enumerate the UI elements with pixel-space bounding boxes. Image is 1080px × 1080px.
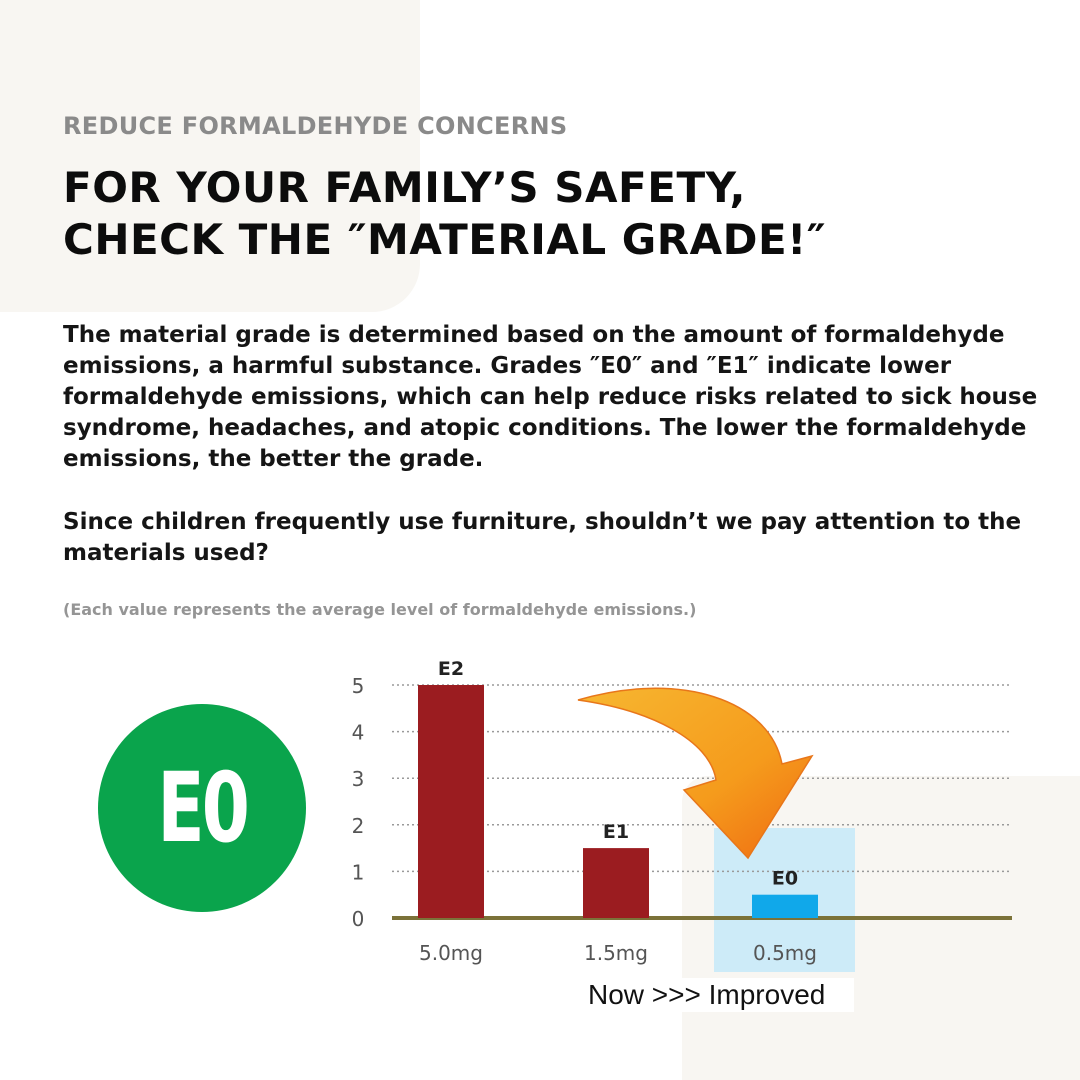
improvement-caption: Now >>> Improved bbox=[588, 978, 854, 1012]
headline-line-2: CHECK THE ″MATERIAL GRADE!″ bbox=[63, 215, 827, 264]
y-tick-label: 1 bbox=[351, 860, 365, 885]
eyebrow-heading: REDUCE FORMALDEHYDE CONCERNS bbox=[63, 112, 568, 140]
y-tick-label: 3 bbox=[351, 767, 365, 792]
question-paragraph: Since children frequently use furniture, shouldn’t we pay attention to the materials used? bbox=[63, 509, 1022, 566]
badge-label: E0 bbox=[157, 752, 247, 864]
y-tick-label: 5 bbox=[351, 674, 365, 698]
emissions-bar-chart bbox=[0, 640, 1080, 980]
y-tick-label: 0 bbox=[351, 907, 365, 931]
body-paragraph: The material grade is determined based on the amount of formaldehyde emissions, a harmful substance. Grades ″E0″ and ″E1″ indicate lower formaldehyde emissions, which can help reduce risks related to sick house syndrome, headaches, and atopic conditions. The lower the formaldehyde emissions, the better the grade. bbox=[63, 322, 1038, 472]
bar-e1 bbox=[583, 848, 649, 918]
category-label: E0 bbox=[771, 867, 799, 890]
y-tick-label: 2 bbox=[351, 813, 365, 838]
category-label: E1 bbox=[602, 821, 630, 844]
headline-line-1: FOR YOUR FAMILY’S SAFETY, bbox=[63, 163, 747, 212]
bar-e2 bbox=[418, 685, 484, 918]
value-label: 5.0mg bbox=[419, 941, 483, 965]
category-label: E2 bbox=[437, 658, 465, 680]
value-label: 1.5mg bbox=[584, 941, 648, 965]
value-label: 0.5mg bbox=[753, 941, 817, 965]
bar-e0 bbox=[752, 895, 818, 918]
chart-note: (Each value represents the average level of formaldehyde emissions.) bbox=[63, 600, 697, 619]
y-tick-label: 4 bbox=[351, 720, 365, 745]
headline bbox=[63, 162, 826, 266]
